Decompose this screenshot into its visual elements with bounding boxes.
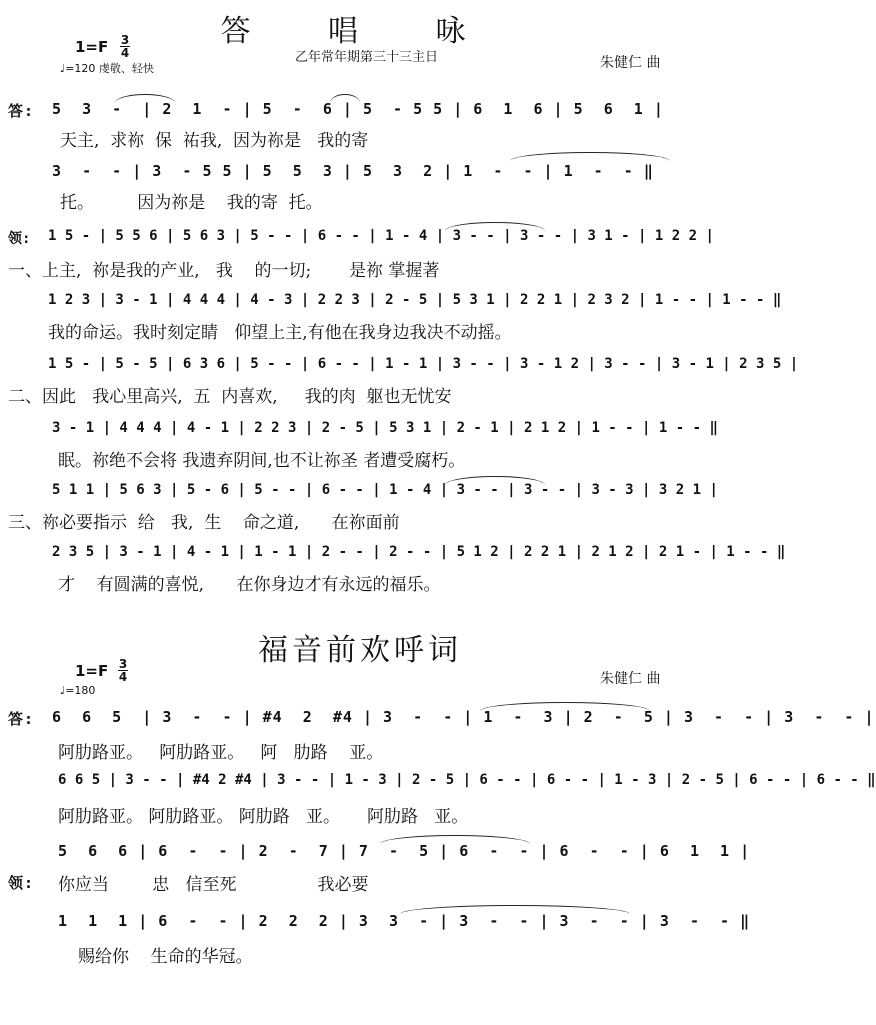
lyrics: 托。 因为祢是 我的寄 托。 <box>60 193 323 213</box>
song1-subtitle: 乙年常年期第三十三主日 <box>295 50 439 65</box>
song2-time-top: 3 <box>118 657 128 671</box>
song1-lyrics-line-8 <box>0 570 720 594</box>
song1-key: 1=F <box>75 38 109 56</box>
lyrics: 眠。祢绝不会将 我遗弃阴间,也不让祢圣 者遭受腐朽。 <box>58 451 466 471</box>
song2-time-bottom: 4 <box>118 670 128 684</box>
lyrics: 阿肋路亚。 阿肋路亚。 阿 肋路 亚。 <box>58 743 384 763</box>
song1-notes-line-5 <box>0 356 799 380</box>
song1-lyrics-line-4 <box>0 318 720 342</box>
notes: 5 6 6 | 6 - - | 2 - 7 | 7 - 5 | 6 - - | 6 - - | 6 1 1 | <box>58 842 751 860</box>
song1-composer: 朱健仁 曲 <box>600 55 661 71</box>
song2-title: 福音前欢呼词 <box>258 633 462 668</box>
song1-lyrics-line-2 <box>0 188 720 212</box>
slur-mark <box>445 476 545 485</box>
song1-lyrics-line-3 <box>0 256 720 280</box>
lyrics: 阿肋路亚。 阿肋路亚。 阿肋路 亚。 阿肋路 亚。 <box>58 807 469 827</box>
song1-time-top: 3 <box>120 33 130 47</box>
song1-lyrics-line-5 <box>0 382 720 406</box>
song2-notes-line-4 <box>0 912 751 936</box>
lyrics: 我的命运。我时刻定睛 仰望上主,有他在我身边我决不动摇。 <box>48 323 512 343</box>
song1-tempo: ♩=120 虔敬、轻快 <box>60 62 154 75</box>
song2-notes-line-2 <box>0 772 876 796</box>
lyrics: 二、因此 我心里高兴, 五 内喜欢, 我的肉 躯也无忧安 <box>8 387 452 407</box>
song1-lyrics-line-6 <box>0 446 720 470</box>
notes: 3 - - | 3 - 5 5 | 5 5 3 | 5 3 2 | 1 - - | 1 - - ‖ <box>52 162 654 180</box>
lyrics: 赐给你 生命的华冠。 <box>78 947 253 967</box>
song1-notes-line-2 <box>0 162 720 186</box>
song1-lyrics-line-7 <box>0 508 720 532</box>
slur-mark <box>510 152 670 161</box>
song1-time-signature <box>120 34 130 59</box>
lyrics: 天主, 求祢 保 祐我, 因为祢是 我的寄 <box>60 131 369 151</box>
lyrics: 你应当 忠 信至死 我必要 <box>58 875 369 895</box>
song1-notes-line-8 <box>0 544 786 568</box>
song2-tempo: ♩=180 <box>60 684 96 697</box>
lyrics: 一、上主, 祢是我的产业, 我 的一切; 是祢 掌握著 <box>8 261 440 281</box>
lyrics: 才 有圆满的喜悦, 在你身边才有永远的福乐。 <box>58 575 441 595</box>
notes: 6 6 5 | 3 - - | #4 2 #4 | 3 - - | 1 - 3 | 2 - 5 | 6 - - | 6 - - | 1 - 3 | 2 - 5 | 6 - - | 6 - - ‖ <box>58 772 876 788</box>
song2-notes-line-1 <box>0 708 875 732</box>
slur-mark <box>115 94 175 103</box>
slur-mark <box>480 702 650 711</box>
notes: 1 5 - | 5 - 5 | 6 3 6 | 5 - - | 6 - - | 1 - 1 | 3 - - | 3 - 1 2 | 3 - - | 3 - 1 | 2 3 5 | <box>48 356 799 372</box>
part-label: 领: <box>8 874 35 892</box>
notes: 5 1 1 | 5 6 3 | 5 - 6 | 5 - - | 6 - - | 1 - 4 | 3 - - | 3 - - | 3 - 3 | 3 2 1 | <box>52 482 718 498</box>
song1-notes-line-4 <box>0 292 782 316</box>
lyrics: 三、祢必要指示 给 我, 生 命之道, 在祢面前 <box>8 513 400 533</box>
notes: 2 3 5 | 3 - 1 | 4 - 1 | 1 - 1 | 2 - - | 2 - - | 5 1 2 | 2 2 1 | 2 1 2 | 2 1 - | 1 - - ‖ <box>52 544 786 560</box>
part-label: 领: <box>8 231 31 247</box>
slur-mark <box>380 835 530 844</box>
song1-notes-line-3 <box>0 228 720 252</box>
song1-title: 答 唱 咏 <box>220 14 500 49</box>
song1-notes-line-7 <box>0 482 720 506</box>
song1-lyrics-line-1 <box>0 126 720 150</box>
notes: 3 - 1 | 4 4 4 | 4 - 1 | 2 2 3 | 2 - 5 | 5 3 1 | 2 - 1 | 2 1 2 | 1 - - | 1 - - ‖ <box>52 420 718 436</box>
song2-composer: 朱健仁 曲 <box>600 671 661 687</box>
song1-notes-line-1 <box>0 100 720 124</box>
slur-mark <box>445 222 545 231</box>
notes: 1 1 1 | 6 - - | 2 2 2 | 3 3 - | 3 - - | 3 - - | 3 - - ‖ <box>58 912 751 930</box>
part-label: 答: <box>8 102 35 120</box>
song2-lyrics-line-1 <box>0 738 720 762</box>
song1-time-bottom: 4 <box>120 46 130 60</box>
slur-mark <box>330 94 360 103</box>
song2-lyrics-line-3 <box>0 870 720 894</box>
song2-time-signature <box>118 658 128 683</box>
song2-key: 1=F <box>75 662 109 680</box>
song1-notes-line-6 <box>0 420 720 444</box>
song2-lyrics-line-4 <box>0 942 720 966</box>
notes: 5 3 - | 2 1 - | 5 - 6 | 5 - 5 5 | 6 1 6 | 5 6 1 | <box>52 100 664 118</box>
song2-lyrics-line-2 <box>0 802 720 826</box>
notes: 1 2 3 | 3 - 1 | 4 4 4 | 4 - 3 | 2 2 3 | 2 - 5 | 5 3 1 | 2 2 1 | 2 3 2 | 1 - - | 1 - - ‖ <box>48 292 782 308</box>
part-label: 答: <box>8 710 35 728</box>
notes: 1 5 - | 5 5 6 | 5 6 3 | 5 - - | 6 - - | 1 - 4 | 3 - - | 3 - - | 3 1 - | 1 2 2 | <box>48 228 714 244</box>
notes: 6 6 5 | 3 - - | #4 2 #4 | 3 - - | 1 - 3 | 2 - 5 | 3 - - | 3 - - | <box>52 708 875 726</box>
slur-mark <box>400 905 630 914</box>
